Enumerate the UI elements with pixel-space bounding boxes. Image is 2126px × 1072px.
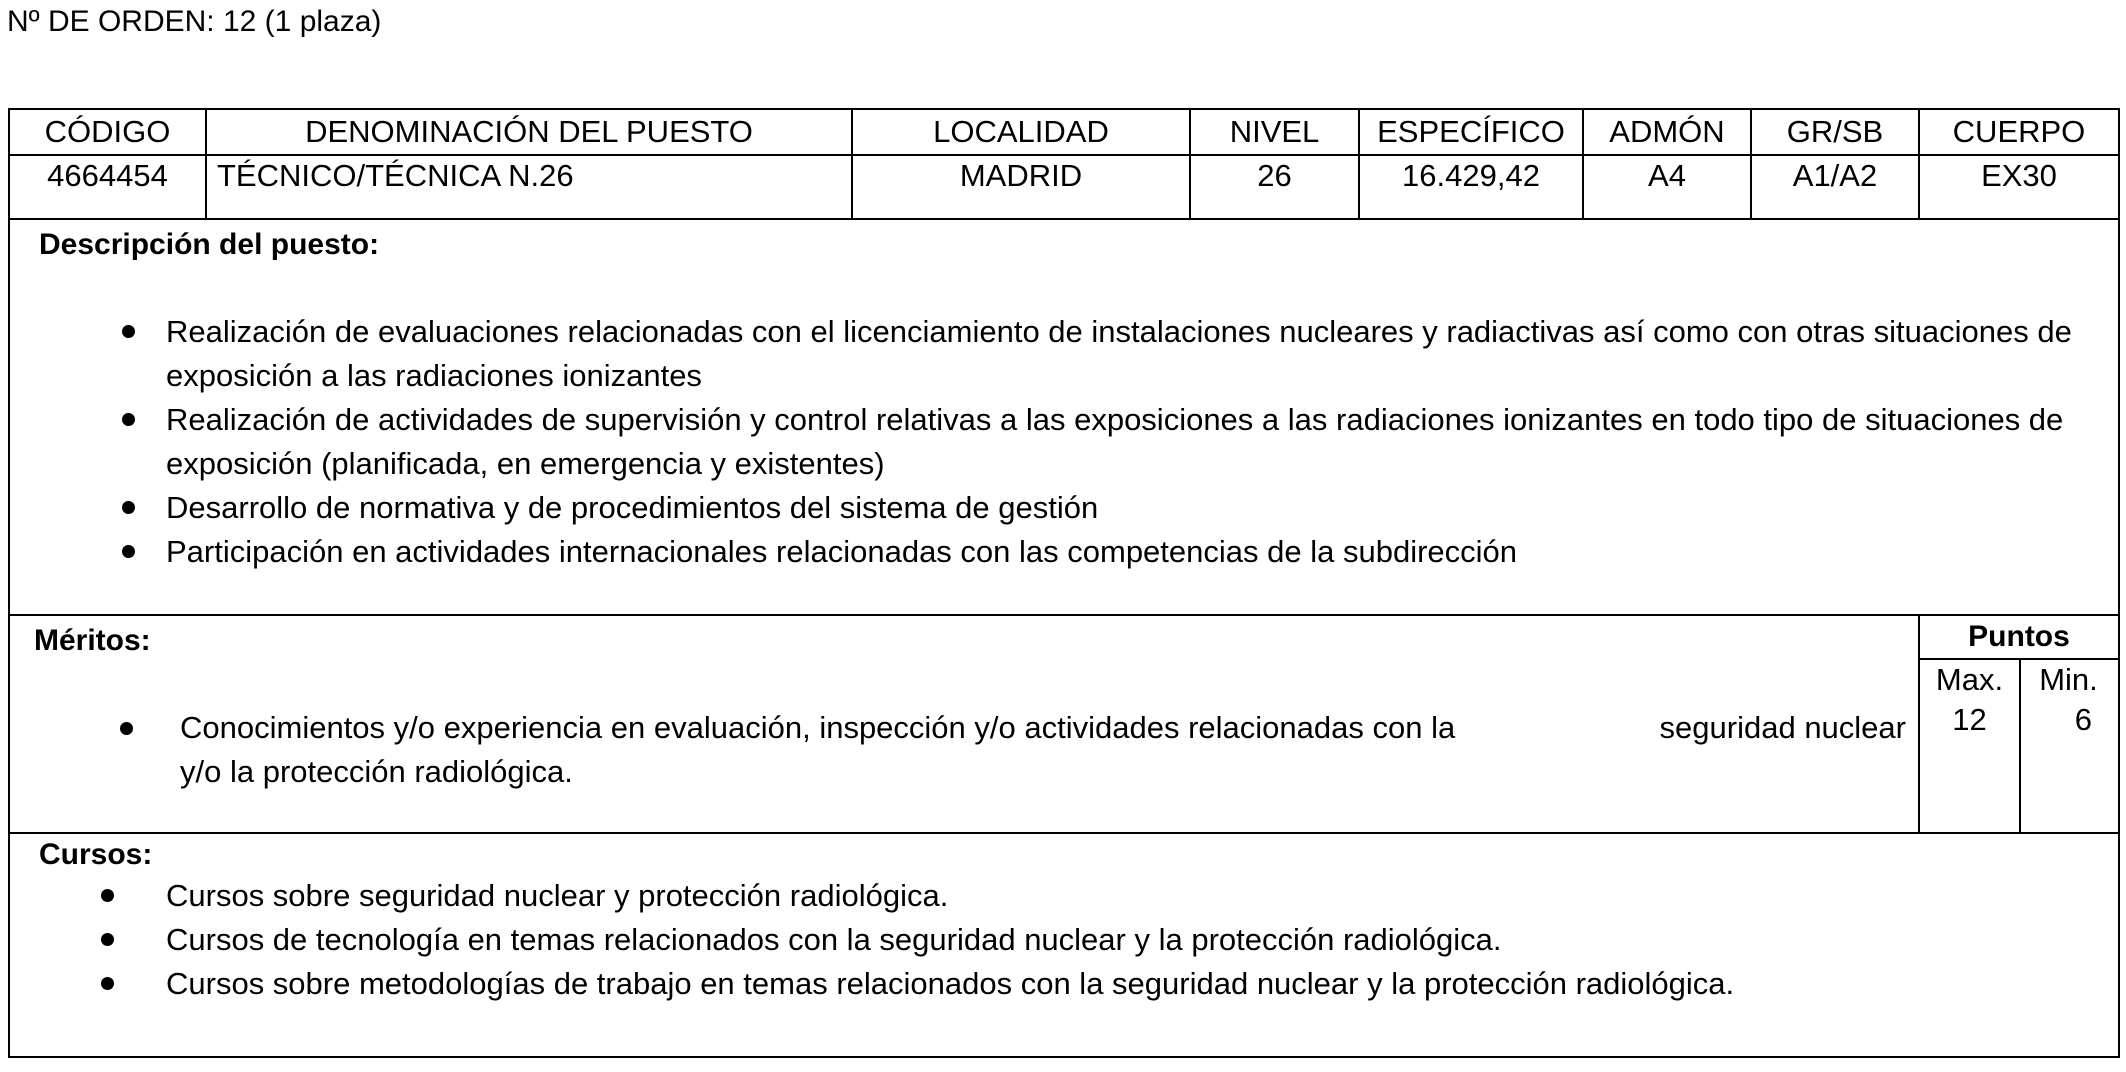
header-nivel: NIVEL [1190, 109, 1359, 155]
merits-row [9, 615, 2119, 833]
bullet-icon [122, 545, 135, 558]
description-section [9, 219, 2119, 615]
table-row [9, 155, 2119, 219]
cell-admon: A4 [1583, 155, 1751, 219]
merit-text-part3: y/o la protección radiológica. [180, 754, 573, 789]
cell-cuerpo: EX30 [1919, 155, 2119, 219]
points-title: Puntos [1920, 616, 2118, 660]
bullet-icon [122, 325, 135, 338]
header-denominacion: DENOMINACIÓN DEL PUESTO [206, 109, 852, 155]
header-cuerpo: CUERPO [1919, 109, 2119, 155]
description-list [166, 310, 2078, 574]
points-max [1920, 660, 2021, 832]
header-grsb: GR/SB [1751, 109, 1919, 155]
points-min [2019, 660, 2118, 832]
merit-text-part2: seguridad nuclear [1659, 710, 1906, 745]
list-item: Realización de actividades de supervisión y control relativas a las exposiciones a las radiaciones ionizantes en todo tipo de situaciones de exposición (planificada, en emergencia y existentes) [166, 398, 2078, 486]
cell-especifico: 16.429,42 [1359, 155, 1583, 219]
courses-title: Cursos: [39, 838, 153, 871]
points-max-value: 12 [1952, 702, 1987, 737]
points-max-label: Max. [1935, 662, 2004, 697]
list-item: Participación en actividades internacionales relacionadas con las competencias de la subdirección [166, 530, 2078, 574]
merits-section [9, 615, 1919, 833]
bullet-icon [120, 722, 133, 735]
list-item: Realización de evaluaciones relacionadas con el licenciamiento de instalaciones nucleares y radiactivas así como con otras situaciones de exposición a las radiaciones ionizantes [166, 310, 2078, 398]
cell-codigo: 4664454 [9, 155, 206, 219]
header-localidad: LOCALIDAD [852, 109, 1190, 155]
courses-row [9, 833, 2119, 1057]
cell-localidad: MADRID [852, 155, 1190, 219]
table-header-row [9, 109, 2119, 155]
job-position-table [8, 108, 2120, 1058]
bullet-icon [101, 933, 114, 946]
list-item: Cursos sobre metodologías de trabajo en temas relacionados con la seguridad nuclear y la protección radiológica. [166, 962, 2078, 1006]
list-item: Cursos sobre seguridad nuclear y protección radiológica. [166, 874, 2078, 918]
header-codigo: CÓDIGO [9, 109, 206, 155]
points-min-value: 6 [2074, 702, 2092, 737]
bullet-icon [122, 501, 135, 514]
bullet-icon [122, 413, 135, 426]
order-number-title: Nº DE ORDEN: 12 (1 plaza) [7, 5, 382, 38]
list-item: Cursos de tecnología en temas relacionados con la seguridad nuclear y la protección radiológica. [166, 918, 2078, 962]
description-title: Descripción del puesto: [39, 228, 380, 261]
list-item: Desarrollo de normativa y de procedimientos del sistema de gestión [166, 486, 2078, 530]
points-section [1919, 615, 2119, 833]
courses-list [166, 874, 2078, 1006]
points-min-label: Min. [2039, 662, 2098, 697]
cell-grsb: A1/A2 [1751, 155, 1919, 219]
bullet-icon [101, 889, 114, 902]
merit-item [180, 662, 1906, 794]
header-admon: ADMÓN [1583, 109, 1751, 155]
courses-section [9, 833, 2119, 1057]
merits-title: Méritos: [34, 624, 151, 657]
description-row [9, 219, 2119, 615]
cell-denominacion: TÉCNICO/TÉCNICA N.26 [206, 155, 852, 219]
bullet-icon [101, 977, 114, 990]
merit-text-part1: Conocimientos y/o experiencia en evaluación, inspección y/o actividades relacionadas con la [180, 710, 1456, 745]
cell-nivel: 26 [1190, 155, 1359, 219]
header-especifico: ESPECÍFICO [1359, 109, 1583, 155]
